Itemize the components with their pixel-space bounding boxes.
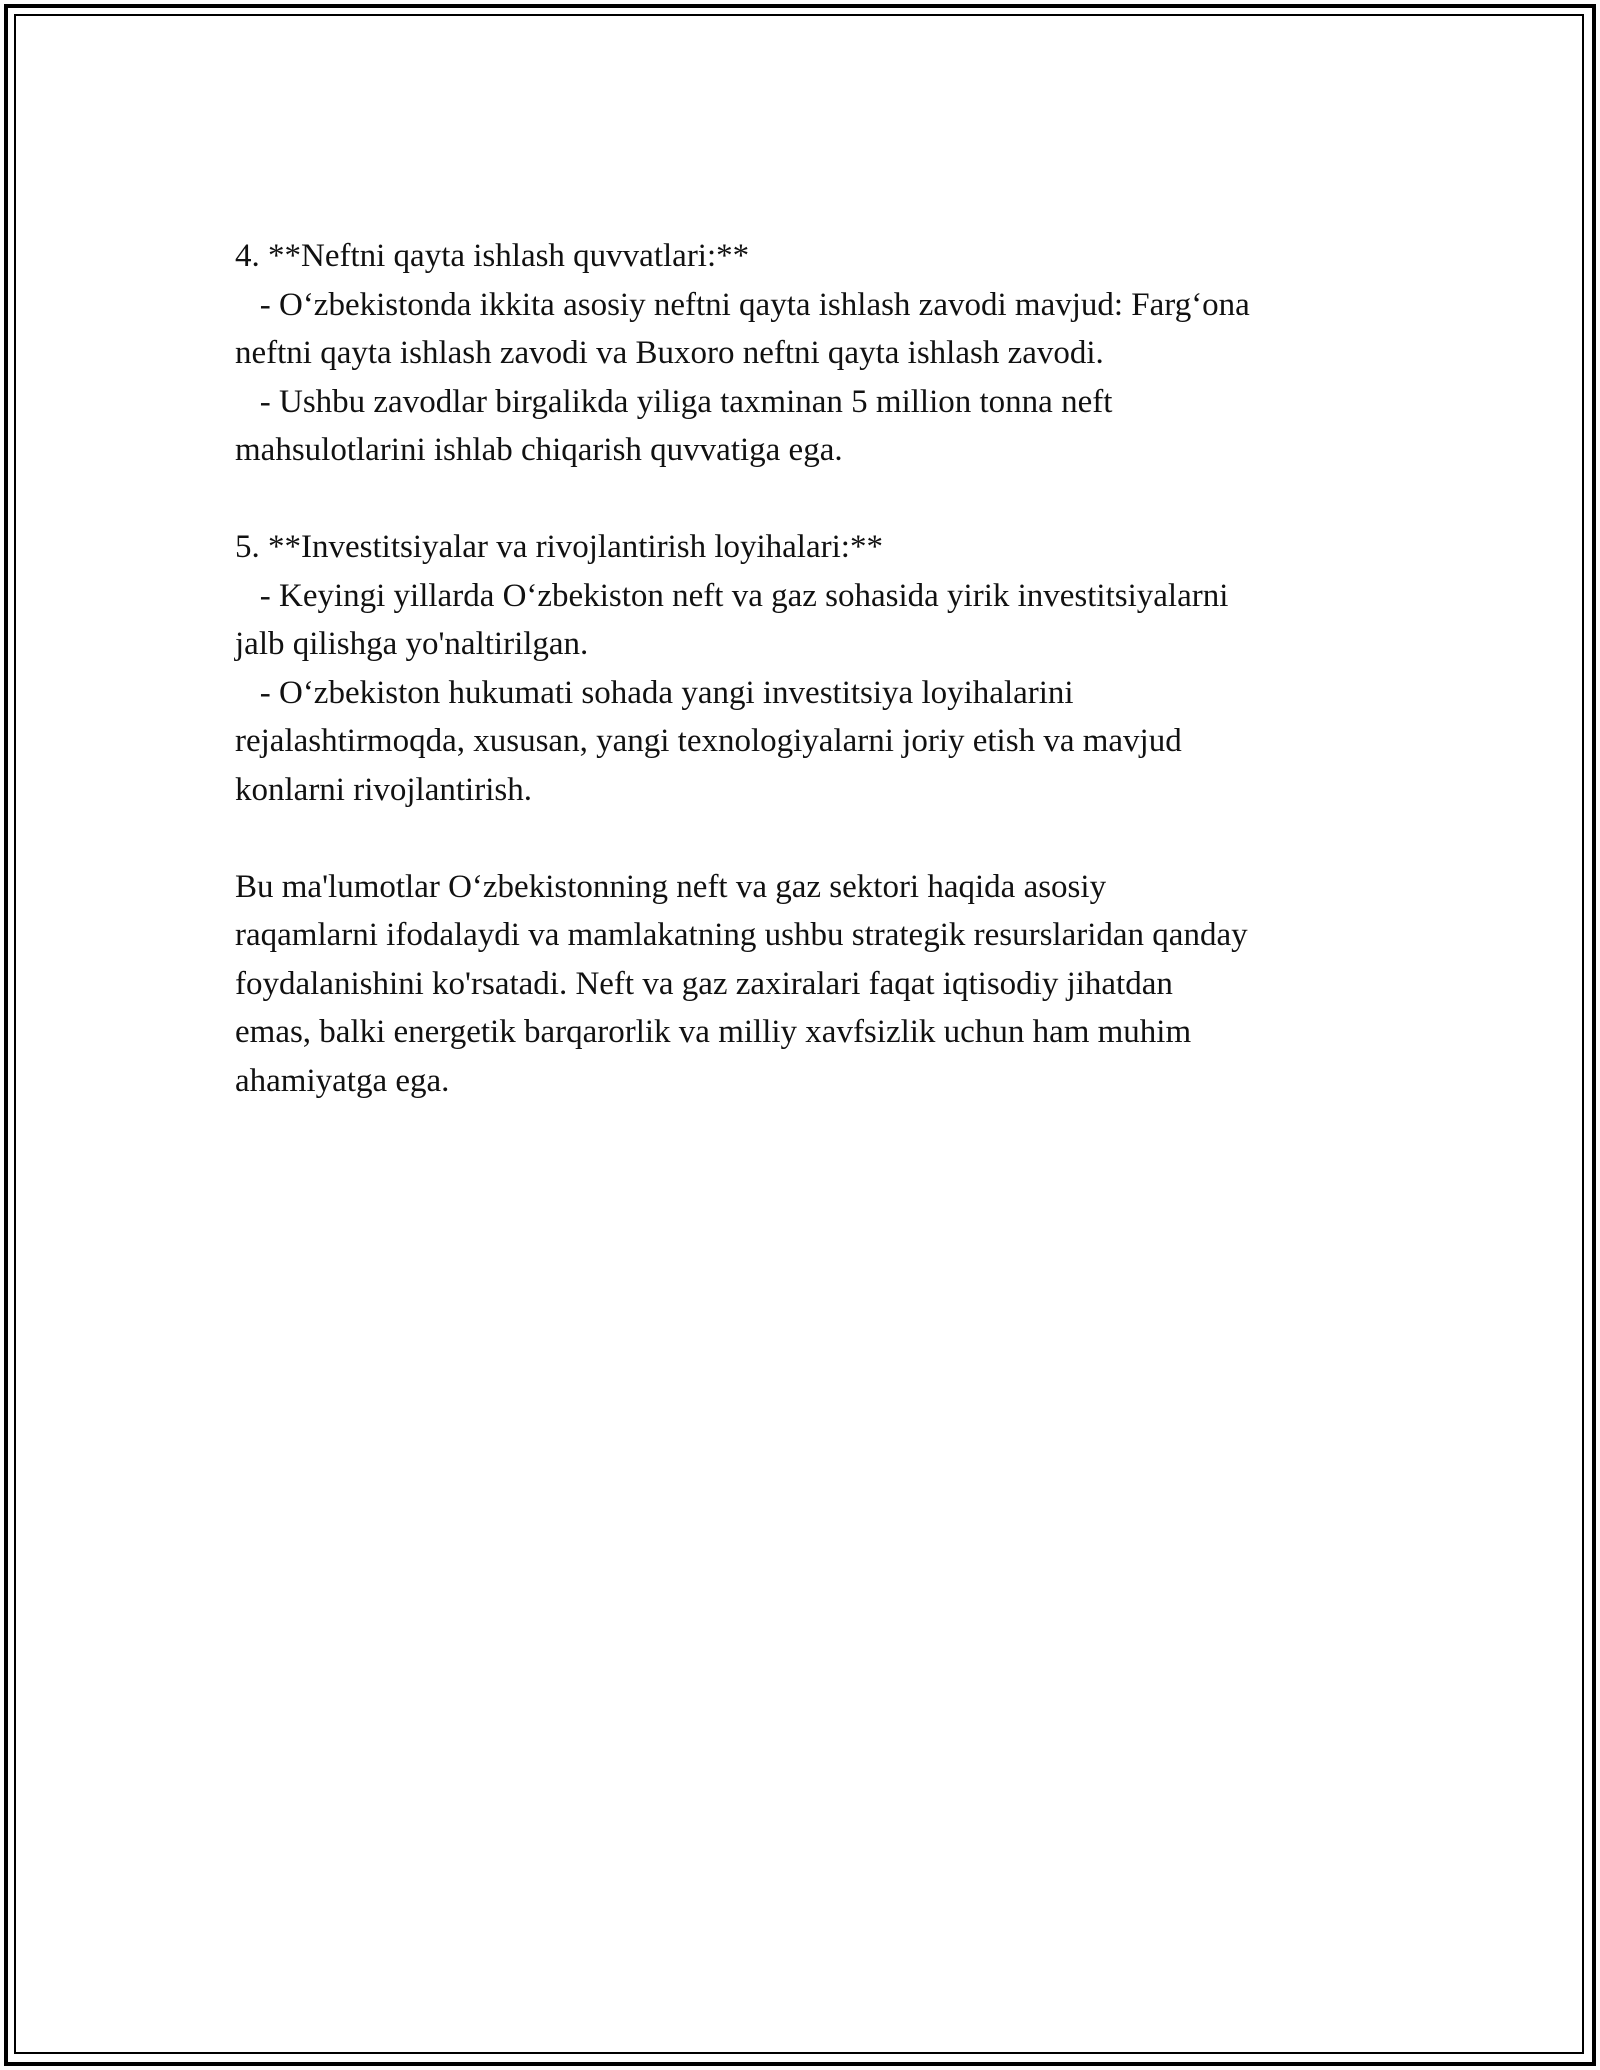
- section-4-bullet-1-line-1: - O‘zbekistonda ikkita asosiy neftni qayta ishlash zavodi mavjud: Farg‘ona: [235, 286, 1250, 323]
- section-5-bullet-1-line-1: - Keyingi yillarda O‘zbekiston neft va gaz sohasida yirik investitsiyalarni: [235, 577, 1229, 614]
- conclusion-line-5: ahamiyatga ega.: [235, 1062, 450, 1099]
- section-4-bullet-2-line-1: - Ushbu zavodlar birgalikda yiliga taxminan 5 million tonna neft: [235, 383, 1113, 420]
- section-5-bullet-2-line-1: - O‘zbekiston hukumati sohada yangi investitsiya loyihalarini: [235, 674, 1074, 711]
- section-4-bullet-2-line-2: mahsulotlarini ishlab chiqarish quvvatiga ega.: [235, 432, 843, 468]
- section-5-heading: 5. **Investitsiyalar va rivojlantirish loyihalari:**: [235, 529, 883, 565]
- section-5: [235, 523, 1395, 814]
- section-4-heading: 4. **Neftni qayta ishlash quvvatlari:**: [235, 238, 750, 274]
- section-4: [235, 232, 1395, 475]
- conclusion-line-1: Bu ma'lumotlar O‘zbekistonning neft va gaz sektori haqida asosiy: [235, 868, 1107, 905]
- conclusion-line-4: emas, balki energetik barqarorlik va milliy xavfsizlik uchun ham muhim: [235, 1014, 1192, 1050]
- document-body: [235, 232, 1395, 1105]
- section-5-bullet-2-line-2: rejalashtirmoqda, xususan, yangi texnologiyalarni joriy etish va mavjud: [235, 723, 1182, 759]
- conclusion-line-3: foydalanishini ko'rsatadi. Neft va gaz zaxiralari faqat iqtisodiy jihatdan: [235, 965, 1173, 1002]
- section-5-bullet-2-line-3: konlarni rivojlantirish.: [235, 771, 532, 808]
- paragraph-spacer: [235, 475, 1395, 524]
- conclusion-line-2: raqamlarni ifodalaydi va mamlakatning ushbu strategik resurslaridan qanday: [235, 917, 1248, 953]
- paragraph-spacer: [235, 814, 1395, 863]
- section-4-bullet-1-line-2: neftni qayta ishlash zavodi va Buxoro neftni qayta ishlash zavodi.: [235, 335, 1104, 371]
- section-5-bullet-1-line-2: jalb qilishga yo'naltirilgan.: [235, 626, 589, 662]
- conclusion-paragraph: [235, 863, 1395, 1106]
